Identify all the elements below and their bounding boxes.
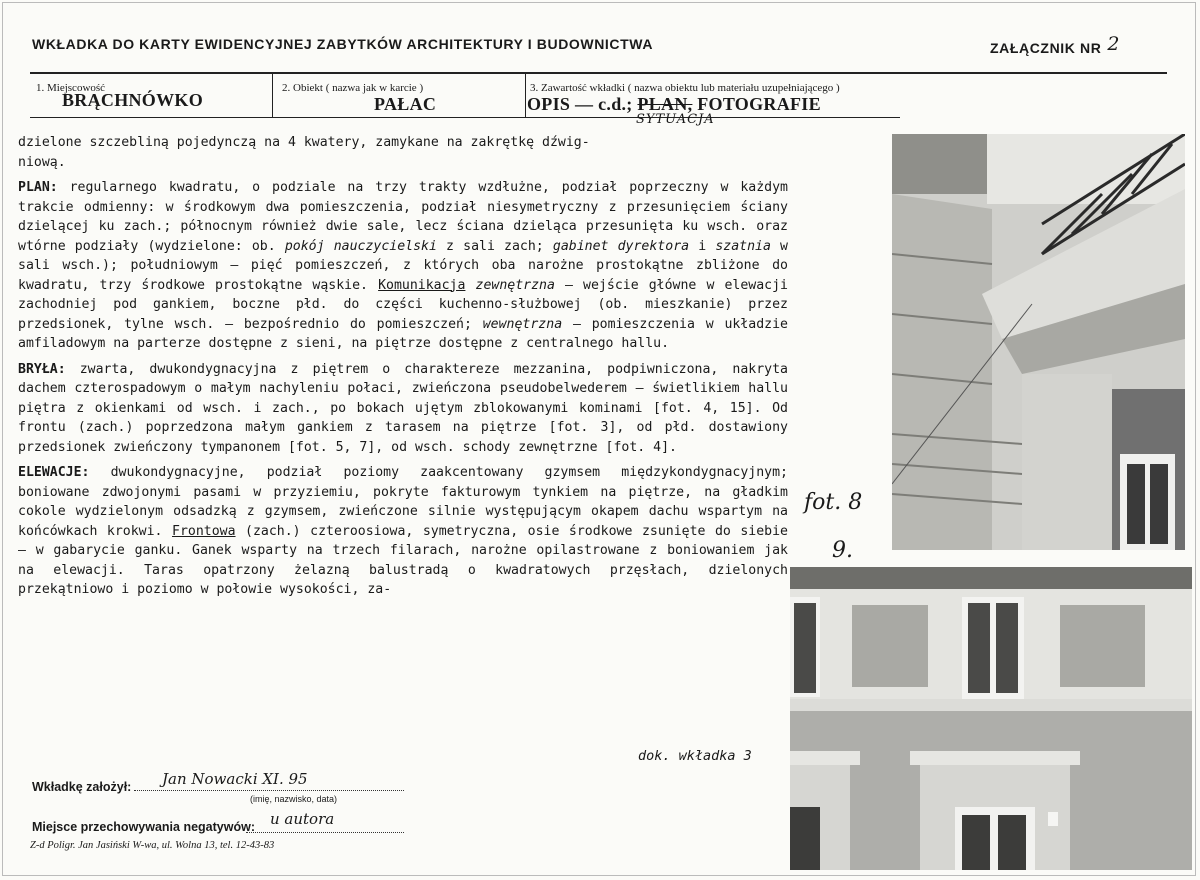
- field-divider: [272, 73, 273, 117]
- photo-9: [790, 567, 1192, 870]
- intro-paragraph: dzielone szczebliną pojedynczą na 4 kwatery, zamykane na zakrętkę dźwig- niową.: [18, 135, 590, 170]
- photo-8-image: [892, 134, 1185, 550]
- field-content-value: OPIS — c.d.; PLAN, FOTOGRAFIE: [527, 94, 821, 114]
- created-by-hint: (imię, nazwisko, data): [250, 794, 338, 804]
- photo-9-image: [790, 567, 1192, 870]
- field-locality-label: 1. Miejscowość: [36, 82, 106, 94]
- struck-plan: PLAN,: [637, 94, 693, 114]
- header-rule: [30, 72, 1167, 74]
- fields-rule: [30, 117, 900, 118]
- form-title: WKŁADKA DO KARTY EWIDENCYJNEJ ZABYTKÓW ARCHITEKTURY I BUDOWNICTWA: [32, 36, 654, 52]
- negatives-location-label: Miejsce przechowywania negatywów:: [32, 820, 255, 834]
- field-locality-value: BRĄCHNÓWKO: [62, 90, 204, 110]
- created-by-label: Wkładkę założył:: [32, 780, 132, 794]
- continued-note: dok. wkładka 3: [638, 748, 752, 764]
- plan-paragraph: PLAN: regularnego kwadratu, o podziale na trzy trakty wzdłużne, podział poprzeczny w każdym trakcie odmienny: w środkowym dwa pomieszczenia, podział niesymetryczny z przesunięciem ściany dzielącej ku zach.; północnym również dwie sale, lecz ściana dzieląca przesunięta ku wsch. oraz wtórne podziały (wydzielone: ob. pokój nauczycielski z sali zach; gabinet dyrektora i szatnia w sali wsch.); południowym – pięć pomieszczeń, z których oba narożne prostokątne zbliżone do kwadratu, trzy środkowe prostokątne wąskie. Komunikacja zewnętrzna – wejście główne w elewacji zachodniej pod gankiem, boczne płd. do części kuchenno-służbowej (ob. mieszkanie) przez przedsionek, tylne wsch. – bezpośrednio do pomieszczeń; wewnętrzna – pomieszczenia w układzie amfiladowym na parterze dostępne z sieni, na piętrze dostępne z centralnego hallu.: [18, 180, 788, 351]
- field-content-label: 3. Zawartość wkładki ( nazwa obiektu lub materiału uzupełniającego ): [530, 82, 840, 94]
- field-object-label: 2. Obiekt ( nazwa jak w karcie ): [282, 82, 424, 94]
- field-divider: [525, 73, 526, 117]
- description-body: [18, 133, 788, 606]
- negatives-location-value: u autora: [270, 810, 335, 828]
- handwritten-sytuacja: SYTUACJA: [636, 112, 715, 127]
- photo-8-number: fot. 8: [804, 490, 863, 515]
- attachment-number-value: 2: [1107, 33, 1121, 55]
- attachment-number: ZAŁĄCZNIK NR 2: [990, 33, 1121, 56]
- field-object-value: PAŁAC: [374, 94, 437, 114]
- elewacje-paragraph: ELEWACJE: dwukondygnacyjne, podział poziomy zaakcentowany gzymsem międzykondygnacyjnym; boniowane zdwojonymi pasami w przyziemiu, pokryte fakturowym tynkiem na piętrze, na gładkim cokole wydzielonym odsadzką z gzymsem, zwieńczone silnie występującym okapem dachu wspartym na końcówkach krokwi. Frontowa (zach.) czteroosiowa, symetryczna, osie środkowe zsunięte do siebie – w gabarycie ganku. Ganek wsparty na trzech filarach, narożne opilastrowane z boniowaniem jak na elewacji. Taras opatrzony żelazną balustradą o kwadratowych przęsłach, dzielonych przekątniowo i poziomo w połowie wysokości, za-: [18, 465, 788, 597]
- photo-8: [892, 134, 1185, 550]
- printer-imprint: Z-d Poligr. Jan Jasiński W-wa, ul. Wolna 13, tel. 12-43-83: [30, 840, 275, 851]
- photo-9-number: 9.: [832, 538, 853, 563]
- bryla-paragraph: BRYŁA: zwarta, dwukondygnacyjna z piętrem o charaktereze mezzanina, podpiwniczona, nakryta dachem czterospadowym o małym nachyleniu połaci, zwieńczona pseudobelwederem – świetlikiem hallu piętra z okienkami od wsch. i zach., po bokach ujętym zblokowanymi kominami [fot. 4, 15]. Od frontu (zach.) poprzedzona małym gankiem z tarasem na piętrze [fot. 3], od płd. dostawiony przedsionek zwieńczony tympanonem [fot. 5, 7], od wsch. schody zewnętrzne [fot. 4].: [18, 361, 788, 455]
- created-by-value: Jan Nowacki XI. 95: [162, 770, 308, 788]
